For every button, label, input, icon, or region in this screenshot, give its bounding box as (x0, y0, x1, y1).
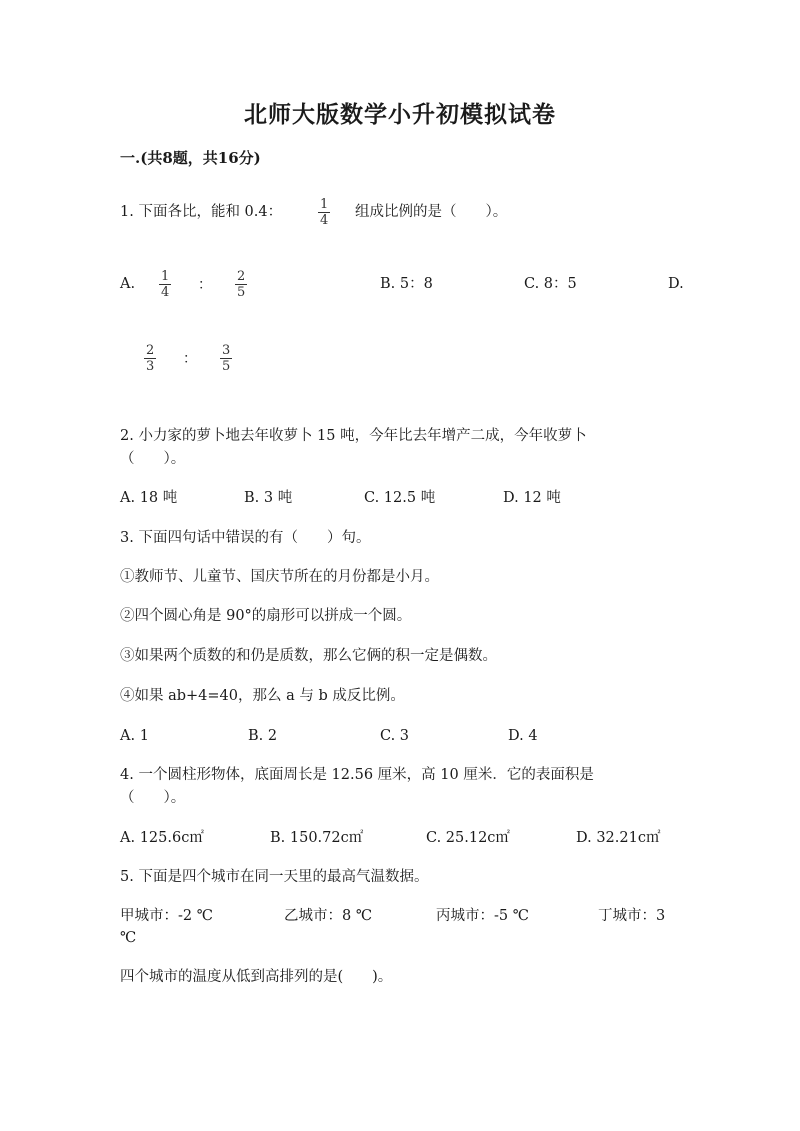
q1-option-d-colon: ： (183, 351, 197, 367)
q2-option-a: A. 18 吨 (120, 490, 178, 506)
q4-stem-line2: （ ）。 (120, 790, 186, 806)
q1-stem-fraction (318, 197, 330, 228)
fraction-numerator: 2 (237, 269, 246, 284)
q1-option-c: C. 8：5 (524, 276, 577, 292)
q2-option-c: C. 12.5 吨 (364, 490, 436, 506)
fraction-denominator: 4 (320, 213, 329, 228)
fraction-numerator: 2 (146, 343, 155, 358)
fraction-denominator: 5 (222, 359, 231, 374)
q3-option-d: D. 4 (508, 728, 538, 744)
q5-city-3: 丙城市：-5 ℃ (436, 908, 529, 924)
q1-option-a-label: A. (120, 276, 136, 292)
q4-stem-line1: 4. 一个圆柱形物体，底面周长是 12.56 厘米，高 10 厘米．它的表面积是 (120, 767, 594, 783)
q5-stem: 5. 下面是四个城市在同一天里的最高气温数据。 (120, 869, 429, 885)
q4-option-a: A. 125.6c㎡ (120, 830, 204, 846)
fraction-denominator: 5 (237, 285, 246, 300)
q3-statement-2: ②四个圆心角是 90°的扇形可以拼成一个圆。 (120, 608, 412, 624)
q3-statement-3: ③如果两个质数的和仍是质数，那么它俩的积一定是偶数。 (120, 648, 497, 664)
q1-stem-post: 组成比例的是（ ）。 (355, 204, 508, 220)
q5-city-2: 乙城市：8 ℃ (284, 908, 373, 924)
q1-option-a-fraction-2 (235, 269, 247, 300)
q1-option-a-colon: ： (198, 277, 212, 293)
q3-statement-4: ④如果 ab+4=40，那么 a 与 b 成反比例。 (120, 688, 405, 704)
section-heading: 一.(共8题，共16分) (120, 149, 261, 167)
q2-option-b: B. 3 吨 (244, 490, 293, 506)
q4-option-d: D. 32.21c㎡ (576, 830, 661, 846)
q5-city-4-unit: ℃ (120, 930, 137, 946)
q1-option-b: B. 5：8 (380, 276, 433, 292)
q3-stem: 3. 下面四句话中错误的有（ ）句。 (120, 530, 371, 546)
q2-stem-line2: （ ）。 (120, 451, 186, 467)
q3-option-a: A. 1 (120, 728, 149, 744)
q1-option-d-label: D. (668, 276, 684, 292)
q3-option-b: B. 2 (248, 728, 278, 744)
fraction-numerator: 1 (320, 197, 329, 212)
fraction-numerator: 1 (161, 269, 170, 284)
q3-statement-1: ①教师节、儿童节、国庆节所在的月份都是小月。 (120, 569, 439, 585)
fraction-denominator: 3 (146, 359, 155, 374)
q4-option-c: C. 25.12c㎡ (426, 830, 510, 846)
q1-option-a-fraction-1 (159, 269, 171, 300)
q1-option-d-fraction-1 (144, 343, 156, 374)
q5-question: 四个城市的温度从低到高排列的是( )。 (120, 969, 393, 985)
q3-option-c: C. 3 (380, 728, 410, 744)
q2-option-d: D. 12 吨 (503, 490, 561, 506)
fraction-numerator: 3 (222, 343, 231, 358)
fraction-denominator: 4 (161, 285, 170, 300)
q1-stem-pre: 1. 下面各比，能和 0.4： (120, 204, 283, 220)
q2-stem-line1: 2. 小力家的萝卜地去年收萝卜 15 吨，今年比去年增产二成，今年收萝卜 (120, 428, 587, 444)
page-title: 北师大版数学小升初模拟试卷 (244, 101, 556, 128)
q1-option-d-fraction-2 (220, 343, 232, 374)
q5-city-1: 甲城市：-2 ℃ (120, 908, 213, 924)
q5-city-4: 丁城市：3 (598, 908, 666, 924)
q4-option-b: B. 150.72c㎡ (270, 830, 364, 846)
